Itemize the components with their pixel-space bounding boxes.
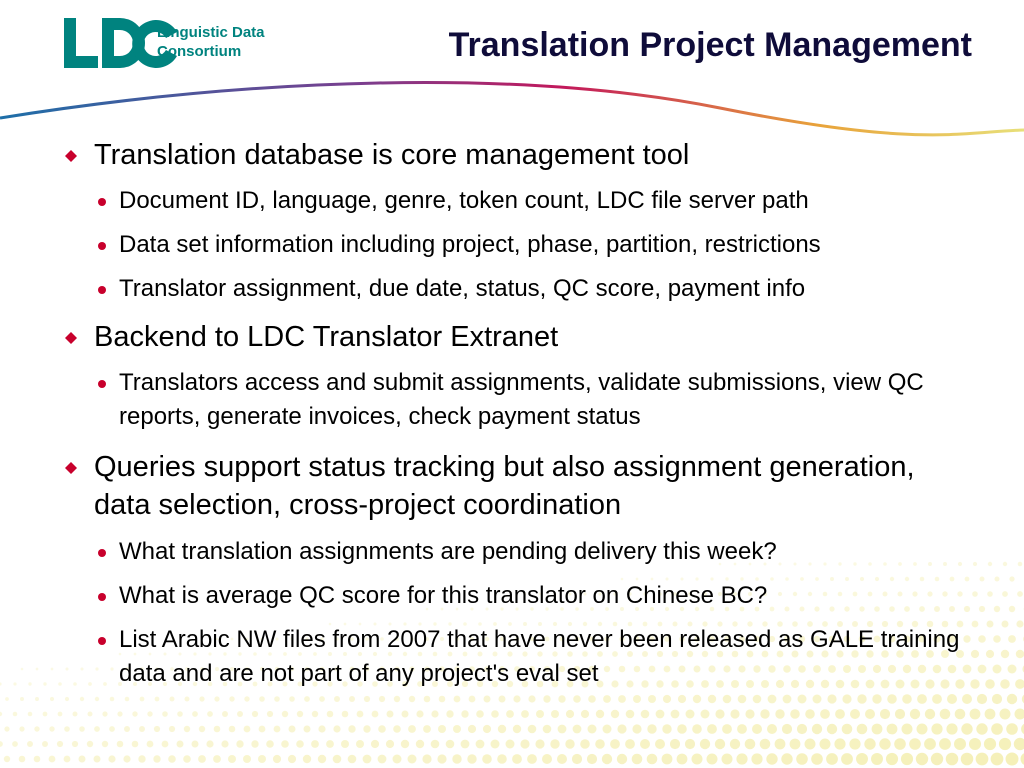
bullet-text: Translation database is core management tool (94, 139, 690, 171)
bullet-text: Backend to LDC Translator Extranet (94, 321, 559, 353)
sub-bullet-text: Data set information including project, phase, partition, restrictions (119, 231, 821, 258)
sub-bullet-text: Document ID, language, genre, token count, LDC file server path (119, 187, 809, 214)
diamond-bullet-icon (64, 331, 78, 345)
sub-bullet-text: List Arabic NW files from 2007 that have never been released as GALE training data and are not part of any project's eval set (119, 626, 960, 687)
diamond-bullet-icon (64, 461, 78, 475)
diamond-bullet-icon (64, 149, 78, 163)
round-bullet-icon (98, 242, 106, 250)
round-bullet-icon (98, 380, 106, 388)
bullet-text: Queries support status tracking but also assignment generation, data selection, cross-project coordination (94, 451, 915, 521)
slide-title: Translation Project Management (448, 26, 972, 64)
round-bullet-icon (98, 593, 106, 601)
sub-bullet-text: What is average QC score for this translator on Chinese BC? (119, 582, 768, 609)
sub-bullet-text: What translation assignments are pending delivery this week? (119, 538, 777, 565)
round-bullet-icon (98, 637, 106, 645)
round-bullet-icon (98, 549, 106, 557)
round-bullet-icon (98, 286, 106, 294)
round-bullet-icon (98, 198, 106, 206)
logo-line-1: Linguistic Data (157, 24, 265, 41)
logo-line-2: Consortium (157, 43, 242, 60)
sub-bullet-text: Translator assignment, due date, status, QC score, payment info (119, 275, 806, 302)
sub-bullet-text: Translators access and submit assignments, validate submissions, view QC reports, generate invoices, check payment status (119, 369, 924, 430)
